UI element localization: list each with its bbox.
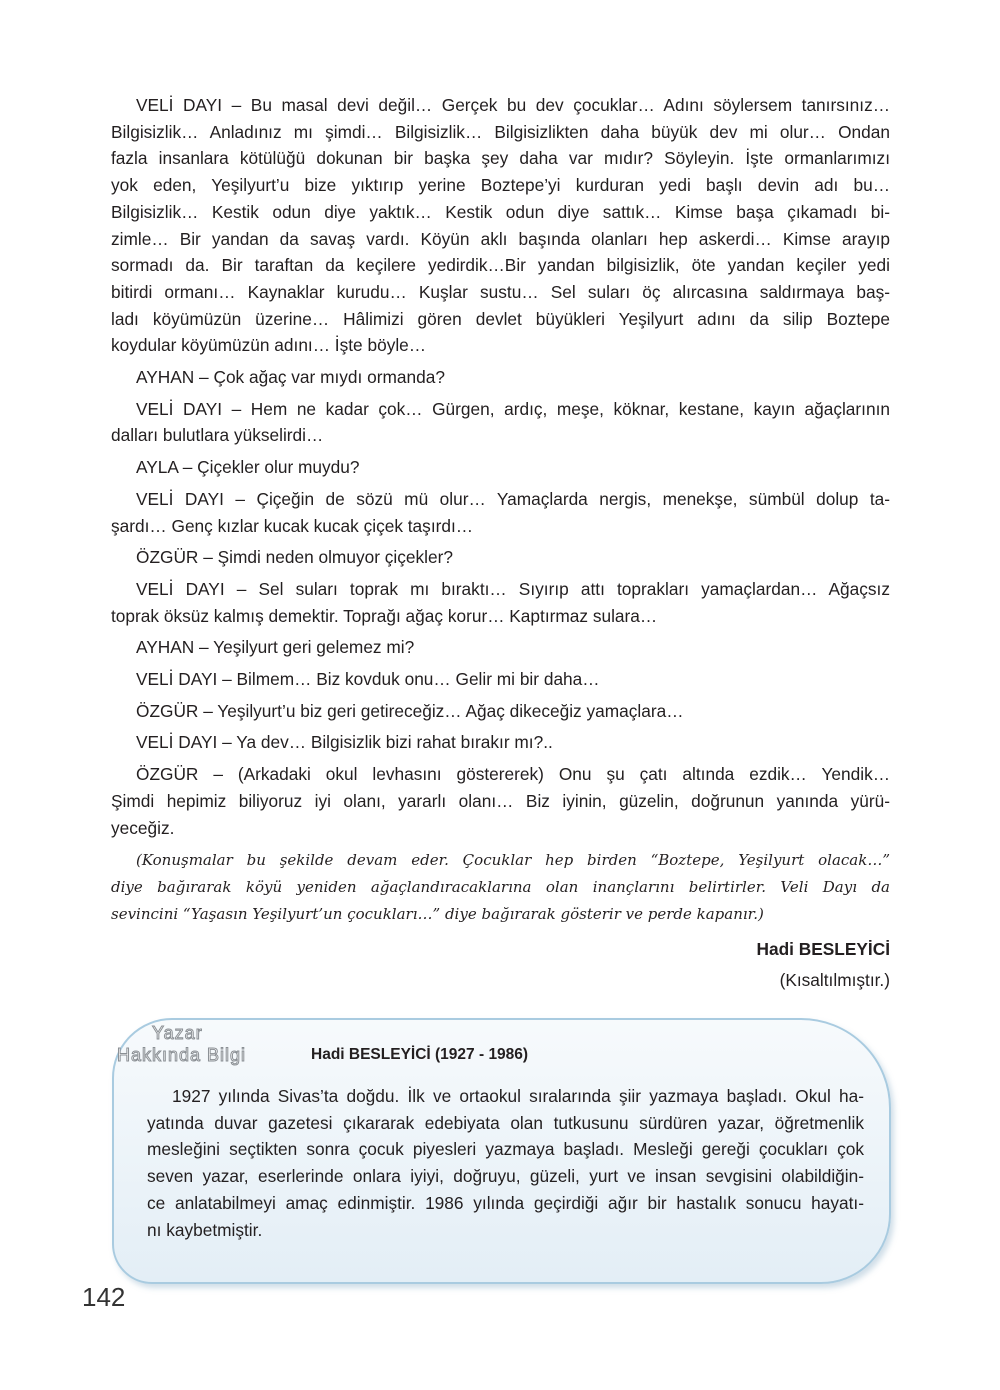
dialogue-paragraph [111, 486, 890, 539]
dialogue-paragraph [111, 454, 890, 481]
author-name: Hadi BESLEYİCİ [756, 939, 890, 960]
page-number: 142 [82, 1282, 126, 1312]
text-line: ladı köyümüzün üzerine… Hâlimizi gören devlet büyükleri Yeşilyurt adını da silip Boztepe [111, 308, 890, 329]
author-info-title: Hadi BESLEYİCİ (1927 - 1986) [311, 1046, 529, 1063]
text-line: VELİ DAYI – Hem ne kadar çok… Gürgen, ardıç, meşe, köknar, kestane, kayın ağaçlarının [136, 398, 890, 419]
dialogue-paragraph [111, 761, 890, 841]
text-line: VELİ DAYI – Çiçeğin de sözü mü olur… Yamaçlarda nergis, menekşe, sümbül dolup ta- [136, 488, 890, 509]
text-line: mesleğini seçtikten sonra çocuk piyesleri yazmaya başladı. Mesleği gereği çocukları çok [147, 1139, 864, 1160]
dialogue-paragraph [111, 666, 890, 693]
text-line: toprak öksüz kalmış demektir. Toprağı ağaç korur… Kaptırmaz sulara… [111, 605, 658, 626]
dialogue-paragraph [111, 544, 890, 571]
play-text [111, 92, 890, 994]
text-line: yok eden, Yeşilyurt’u bize yıktırıp yerine Boztepe’yi kurduran yedi başlı devin adı bu… [111, 175, 890, 196]
dialogue-paragraph [111, 396, 890, 449]
dialogue-paragraph [111, 364, 890, 391]
text-line: VELİ DAYI – Ya dev… Bilgisizlik bizi rahat bırakır mı?.. [136, 732, 553, 753]
text-line: dalları bulutlara yükselirdi… [111, 425, 324, 446]
text-line: şardı… Genç kızlar kucak kucak çiçek taşırdı… [111, 515, 474, 536]
stage-direction [111, 847, 890, 928]
text-line: ÖZGÜR – Şimdi neden olmuyor çiçekler? [136, 547, 453, 568]
text-line: VELİ DAYI – Bu masal devi değil… Gerçek bu dev çocuklar… Adını söylersem tanırsınız… [136, 95, 890, 115]
text-line: Bilgisizlik… Kestik odun diye yaktık… Kestik odun diye sattık… Kimse başa çıkamadı bi- [111, 201, 890, 222]
text-line: (Konuşmalar bu şekilde devam eder. Çocuklar hep birden “Boztepe, Yeşilyurt olacak…” [136, 851, 890, 870]
dialogue-paragraph [111, 576, 890, 629]
text-line: AYHAN – Çok ağaç var mıydı ormanda? [136, 367, 445, 388]
dialogue-paragraph [111, 729, 890, 756]
text-line: diye bağırarak köyü yeniden ağaçlandıracaklarına olan inançlarını belirtirler. Veli Dayı da [111, 878, 890, 897]
abridged-note: (Kısaltılmıştır.) [779, 969, 890, 990]
text-line: VELİ DAYI – Sel suları toprak mı bıraktı… Sıyırıp attı toprakları yamaçlardan… Ağaçsız [136, 578, 890, 599]
text-line: fazla insanlara kötülüğü dokunan bir başka şey daha var mıdır? Söyleyin. İşte ormanlarımızı [111, 148, 890, 169]
text-line: zimle… Bir yandan da savaş vardı. Köyün aklı başında olanları hep askerdi… Kimse arayıp [111, 228, 890, 249]
text-line: bitirdi ormanı… Kaynaklar kurudu… Kuşlar sustu… Sel suları öç alırcasına saldırmaya baş- [111, 281, 890, 302]
text-line: ce anlatabilmeyi amaç edinmiştir. 1986 yılında geçirdiği ağır bir hastalık sonucu hayatı- [147, 1192, 864, 1213]
text-line: sevincini “Yaşasın Yeşilyurt’un çocukları…” diye bağırarak gösterir ve perde kapanır.) [111, 905, 764, 924]
text-line: AYHAN – Yeşilyurt geri gelemez mi? [136, 637, 415, 658]
dialogue-paragraph [111, 634, 890, 661]
text-line: ÖZGÜR – Yeşilyurt’u biz geri getireceğiz… Ağaç dikeceğiz yamaçlara… [136, 700, 684, 721]
text-line: sormadı da. Bir taraftan da keçilere yedirdik…Bir yandan bilgisizlik, öte yandan keçiler yedi [111, 255, 890, 276]
dialogue-paragraph [111, 698, 890, 725]
text-line: yatında duvar gazetesi çıkararak edebiyata olan tutkusunu sürdüren yazar, öğretmenlik [147, 1112, 864, 1133]
dialogue-paragraph [111, 92, 890, 359]
author-info-label: Yazar Hakkında Bilgi [117, 1023, 247, 1065]
text-line: VELİ DAYI – Bilmem… Biz kovduk onu… Gelir mi bir daha… [136, 669, 600, 690]
text-line: koydular köyümüzün adını… İşte böyle… [111, 335, 427, 356]
text-line: yeceğiz. [111, 817, 175, 838]
author-bio [147, 1083, 864, 1243]
text-line: ÖZGÜR – (Arkadaki okul levhasını göstererek) Onu şu çatı altında ezdik… Yendik… [136, 764, 890, 785]
text-line: AYLA – Çiçekler olur muydu? [136, 457, 360, 478]
text-line: Bilgisizlik… Anladınız mı şimdi… Bilgisizlik… Bilgisizlikten daha büyük dev mi olur… Ondan [111, 121, 890, 142]
dialogue [111, 92, 890, 841]
text-line: 1927 yılında Sivas’ta doğdu. İlk ve ortaokul sıralarında şiir yazmaya başladı. Okul ha- [172, 1086, 864, 1106]
text-line: Şimdi hepimiz biliyoruz iyi olanı, yararlı olanı… Biz iyinin, güzelin, doğrunun yanında yürü- [111, 790, 890, 811]
text-line: seven yazar, eserlerinde onlara iyiyi, doğruyu, güzeli, yurt ve insan sevgisini olabildiğin- [147, 1166, 864, 1187]
text-line: nı kaybetmiştir. [147, 1219, 263, 1240]
